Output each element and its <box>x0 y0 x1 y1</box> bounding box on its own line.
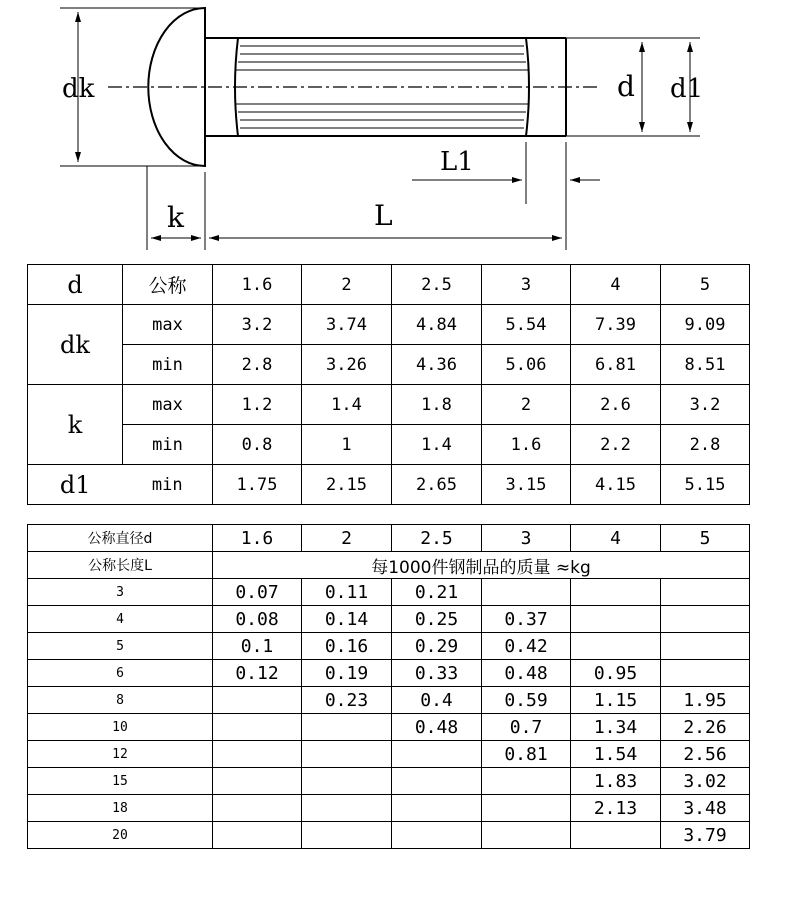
mass-cell: 0.12 <box>213 660 302 687</box>
d1-min-value: 2.65 <box>392 465 482 505</box>
mass-cell <box>482 822 571 849</box>
mass-cell <box>392 768 482 795</box>
min-label: min <box>123 465 213 505</box>
d-label: d <box>617 70 635 103</box>
table-row <box>28 660 750 687</box>
min-label: min <box>123 425 213 465</box>
mass-cell <box>482 768 571 795</box>
mass-cell <box>661 660 750 687</box>
table-row <box>28 714 750 741</box>
min-label: min <box>123 345 213 385</box>
dk-min-value: 6.81 <box>571 345 661 385</box>
dimension-spec-table <box>27 264 750 505</box>
mass-cell <box>661 606 750 633</box>
mass-cell <box>571 606 661 633</box>
mass-cell: 3.48 <box>661 795 750 822</box>
mass-cell <box>482 795 571 822</box>
dk-max-value: 3.2 <box>213 305 302 345</box>
mass-cell: 0.37 <box>482 606 571 633</box>
table-row <box>28 606 750 633</box>
mass-cell: 0.48 <box>392 714 482 741</box>
mass-cell <box>302 795 392 822</box>
length-cell: 12 <box>28 741 213 768</box>
diameter-header: 2.5 <box>392 525 482 552</box>
mass-cell: 0.7 <box>482 714 571 741</box>
k-max-value: 2 <box>482 385 571 425</box>
mass-cell <box>392 822 482 849</box>
d1-min-value: 4.15 <box>571 465 661 505</box>
table-row <box>28 385 750 425</box>
nominal-diameter-label: 公称直径d <box>28 525 213 552</box>
table-row <box>28 579 750 606</box>
length-cell: 6 <box>28 660 213 687</box>
dk-row-label: dk <box>28 305 123 385</box>
mass-cell <box>213 822 302 849</box>
d1-min-value: 5.15 <box>661 465 750 505</box>
L1-label: L1 <box>440 147 474 177</box>
mass-cell: 0.08 <box>213 606 302 633</box>
nominal-label: 公称 <box>123 265 213 305</box>
table-row <box>28 465 750 505</box>
mass-cell: 0.42 <box>482 633 571 660</box>
mass-cell: 3.02 <box>661 768 750 795</box>
k-row-label: k <box>28 385 123 465</box>
mass-cell <box>302 741 392 768</box>
k-label: k <box>167 201 184 234</box>
k-max-value: 1.2 <box>213 385 302 425</box>
rivet-drawing <box>0 0 800 262</box>
nominal-value: 2.5 <box>392 265 482 305</box>
mass-cell <box>571 822 661 849</box>
length-cell: 10 <box>28 714 213 741</box>
mass-table <box>27 524 750 849</box>
table-row <box>28 741 750 768</box>
mass-cell <box>661 633 750 660</box>
k-min-value: 1 <box>302 425 392 465</box>
table-row <box>28 687 750 714</box>
k-min-value: 2.8 <box>661 425 750 465</box>
dk-max-value: 7.39 <box>571 305 661 345</box>
mass-cell <box>302 714 392 741</box>
d1-label: d1 <box>670 74 704 104</box>
mass-cell: 1.54 <box>571 741 661 768</box>
dk-max-value: 5.54 <box>482 305 571 345</box>
diameter-header: 2 <box>302 525 392 552</box>
mass-cell: 0.11 <box>302 579 392 606</box>
mass-cell <box>302 822 392 849</box>
max-label: max <box>123 305 213 345</box>
table-row <box>28 425 750 465</box>
mass-cell: 0.21 <box>392 579 482 606</box>
mass-cell: 0.81 <box>482 741 571 768</box>
mass-cell: 2.56 <box>661 741 750 768</box>
length-cell: 18 <box>28 795 213 822</box>
mass-cell: 0.16 <box>302 633 392 660</box>
dk-min-value: 4.36 <box>392 345 482 385</box>
mass-caption: 每1000件钢制品的质量 ≈kg <box>213 552 750 579</box>
k-max-value: 1.8 <box>392 385 482 425</box>
mass-cell: 2.26 <box>661 714 750 741</box>
mass-cell: 2.13 <box>571 795 661 822</box>
table-row <box>28 345 750 385</box>
mass-cell: 1.34 <box>571 714 661 741</box>
length-cell: 3 <box>28 579 213 606</box>
mass-cell <box>213 768 302 795</box>
mass-cell <box>302 768 392 795</box>
mass-cell: 0.33 <box>392 660 482 687</box>
d1-min-value: 2.15 <box>302 465 392 505</box>
table-row <box>28 305 750 345</box>
mass-cell <box>571 579 661 606</box>
nominal-value: 1.6 <box>213 265 302 305</box>
length-cell: 15 <box>28 768 213 795</box>
dk-min-value: 8.51 <box>661 345 750 385</box>
L-label: L <box>374 199 393 232</box>
mass-cell: 0.1 <box>213 633 302 660</box>
mass-cell: 0.59 <box>482 687 571 714</box>
dk-min-value: 5.06 <box>482 345 571 385</box>
mass-cell: 0.4 <box>392 687 482 714</box>
nominal-length-label: 公称长度L <box>28 552 213 579</box>
mass-cell <box>392 795 482 822</box>
k-max-value: 3.2 <box>661 385 750 425</box>
length-cell: 8 <box>28 687 213 714</box>
mass-cell <box>213 687 302 714</box>
mass-cell <box>571 633 661 660</box>
d1-min-value: 1.75 <box>213 465 302 505</box>
d1-row-label: d1 <box>28 465 123 505</box>
dk-max-value: 3.74 <box>302 305 392 345</box>
k-min-value: 1.6 <box>482 425 571 465</box>
mass-cell: 1.83 <box>571 768 661 795</box>
mass-cell: 0.19 <box>302 660 392 687</box>
table-row <box>28 633 750 660</box>
mass-cell: 0.23 <box>302 687 392 714</box>
diameter-header: 1.6 <box>213 525 302 552</box>
dk-max-value: 4.84 <box>392 305 482 345</box>
dk-max-value: 9.09 <box>661 305 750 345</box>
mass-cell: 0.25 <box>392 606 482 633</box>
mass-cell: 0.29 <box>392 633 482 660</box>
mass-cell: 0.14 <box>302 606 392 633</box>
k-min-value: 1.4 <box>392 425 482 465</box>
length-cell: 5 <box>28 633 213 660</box>
mass-cell <box>661 579 750 606</box>
diameter-header: 3 <box>482 525 571 552</box>
d-row-label: d <box>28 265 123 305</box>
mass-cell: 1.95 <box>661 687 750 714</box>
mass-cell <box>213 714 302 741</box>
nominal-value: 5 <box>661 265 750 305</box>
length-cell: 4 <box>28 606 213 633</box>
mass-cell: 0.48 <box>482 660 571 687</box>
k-max-value: 2.6 <box>571 385 661 425</box>
table-row <box>28 822 750 849</box>
table-row <box>28 265 750 305</box>
k-min-value: 2.2 <box>571 425 661 465</box>
mass-cell: 3.79 <box>661 822 750 849</box>
table-row <box>28 552 750 579</box>
nominal-value: 2 <box>302 265 392 305</box>
nominal-value: 4 <box>571 265 661 305</box>
max-label: max <box>123 385 213 425</box>
mass-cell: 0.07 <box>213 579 302 606</box>
k-min-value: 0.8 <box>213 425 302 465</box>
mass-cell <box>392 741 482 768</box>
diameter-header: 5 <box>661 525 750 552</box>
mass-cell <box>213 741 302 768</box>
table-row <box>28 795 750 822</box>
nominal-value: 3 <box>482 265 571 305</box>
mass-cell: 0.95 <box>571 660 661 687</box>
dk-min-value: 2.8 <box>213 345 302 385</box>
diameter-header: 4 <box>571 525 661 552</box>
k-max-value: 1.4 <box>302 385 392 425</box>
d1-min-value: 3.15 <box>482 465 571 505</box>
mass-cell <box>482 579 571 606</box>
dk-label: dk <box>62 74 95 104</box>
table-row <box>28 768 750 795</box>
mass-cell: 1.15 <box>571 687 661 714</box>
table-row <box>28 525 750 552</box>
length-cell: 20 <box>28 822 213 849</box>
mass-cell <box>213 795 302 822</box>
dk-min-value: 3.26 <box>302 345 392 385</box>
